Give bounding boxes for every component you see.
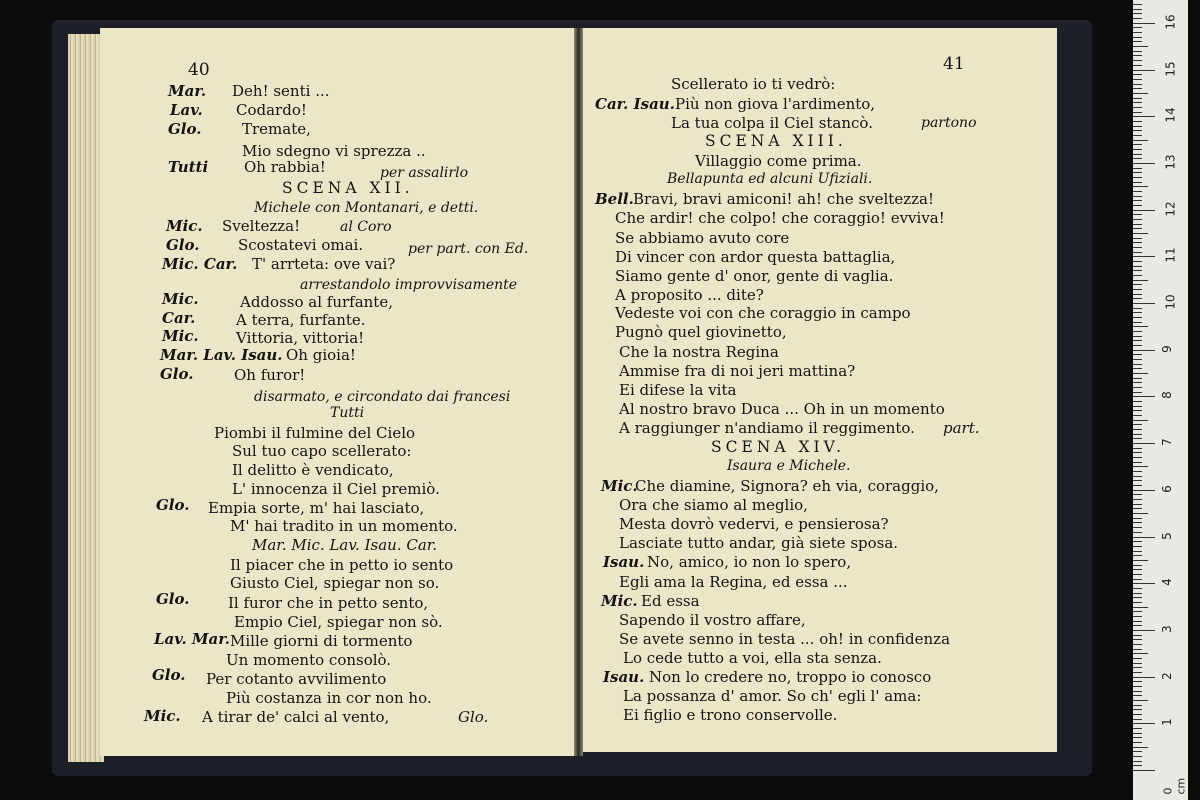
ruler-tick (1133, 396, 1155, 397)
ruler-tick (1133, 112, 1142, 113)
verse-line: Un momento consolò. (226, 651, 392, 669)
verse-line: No, amico, io non lo spero, (647, 553, 852, 571)
ruler-tick (1133, 233, 1148, 234)
ruler-tick (1133, 23, 1155, 24)
ruler-tick (1133, 317, 1142, 318)
ruler-tick (1133, 18, 1142, 19)
ruler-tick (1133, 494, 1142, 495)
ruler-tick (1133, 144, 1142, 145)
page-number: 40 (188, 60, 210, 80)
ruler-tick (1133, 607, 1148, 608)
verse-line: Sveltezza! (222, 217, 301, 235)
ruler-label: 4 (1159, 578, 1174, 587)
ruler-unit-label: 0 cm (1161, 777, 1188, 795)
ruler-tick (1133, 508, 1142, 509)
ruler-tick (1133, 415, 1142, 416)
speaker: Glo. (168, 120, 202, 138)
ruler-label: 15 (1163, 60, 1178, 77)
ruler-tick (1133, 499, 1142, 500)
ruler-label: 3 (1159, 625, 1174, 633)
stage-direction: per assalirlo (380, 165, 469, 181)
ruler-tick (1133, 345, 1142, 346)
ruler-tick (1133, 51, 1142, 52)
ruler-tick (1133, 560, 1148, 561)
ruler-tick (1133, 70, 1155, 71)
ruler-tick (1133, 723, 1155, 724)
ruler-tick (1133, 751, 1142, 752)
ruler-tick (1133, 247, 1142, 248)
ruler-tick (1133, 266, 1142, 267)
verse-line: L' innocenza il Ciel premiò. (232, 480, 440, 498)
ruler-tick (1133, 480, 1142, 481)
stage-direction: part. (943, 419, 980, 437)
speaker: Bell. (595, 190, 634, 208)
speaker: Isau. (603, 668, 645, 686)
verse-line: A tirar de' calci al vento, (202, 708, 390, 726)
right-page (583, 28, 1057, 752)
ruler-tick (1133, 737, 1142, 738)
page-number: 41 (943, 54, 965, 74)
ruler-tick (1133, 401, 1142, 402)
verse-line: Il delitto è vendicato, (232, 461, 394, 479)
ruler-tick (1133, 32, 1142, 33)
ruler-tick (1133, 191, 1142, 192)
ruler-tick (1133, 700, 1148, 701)
ruler-tick (1133, 308, 1142, 309)
page-edges (68, 34, 104, 762)
verse-line: Egli ama la Regina, ed essa ... (619, 573, 848, 591)
speaker: Mic. Car. (162, 255, 238, 273)
ruler-tick (1133, 121, 1142, 122)
ruler-tick (1133, 630, 1155, 631)
ruler-tick (1133, 88, 1142, 89)
ruler-tick (1133, 588, 1142, 589)
verse-line: Empio Ciel, spiegar non sò. (234, 613, 443, 631)
verse-line: Scostatevi omai. (238, 236, 364, 254)
ruler-label: 14 (1163, 107, 1178, 123)
verse-line: Il furor che in petto sento, (228, 594, 429, 612)
verse-line: Oh furor! (234, 366, 306, 384)
ruler-tick (1133, 107, 1142, 108)
ruler-tick (1133, 672, 1142, 673)
ruler-tick (1133, 336, 1142, 337)
ruler-tick (1133, 555, 1142, 556)
ruler-tick (1133, 135, 1142, 136)
ruler-tick (1133, 476, 1142, 477)
ruler-tick (1133, 4, 1142, 5)
verse-line: La possanza d' amor. So ch' egli l' ama: (623, 687, 922, 705)
verse-line: Bravi, bravi amiconi! ah! che sveltezza! (633, 190, 934, 208)
verse-line: Villaggio come prima. (695, 152, 862, 170)
scene-heading: SCENA XII. (282, 179, 414, 197)
verse-line: Più non giova l'ardimento, (675, 95, 876, 113)
ruler-tick (1133, 280, 1148, 281)
stage-direction: arrestandolo improvvisamente (300, 277, 518, 293)
ruler-tick (1133, 583, 1155, 584)
speaker: Mar. Lav. Isau. (160, 346, 283, 364)
ruler-tick (1133, 93, 1148, 94)
ruler-tick (1133, 326, 1148, 327)
verse-line: Codardo! (236, 101, 307, 119)
speaker: Mic. (162, 290, 199, 308)
verse-line: Scellerato io ti vedrò: (671, 75, 836, 93)
ruler-tick (1133, 569, 1142, 570)
speaker: Car. (162, 309, 196, 327)
ruler-tick (1133, 116, 1155, 117)
ruler-tick (1133, 140, 1148, 141)
verse-line: Empia sorte, m' hai lasciato, (208, 499, 425, 517)
ruler-tick (1133, 420, 1148, 421)
ruler-tick (1133, 438, 1142, 439)
ruler-tick (1133, 154, 1142, 155)
ruler-tick (1133, 224, 1142, 225)
speaker: Car. Isau. (595, 95, 675, 113)
speaker: Lav. (170, 101, 203, 119)
speaker: Lav. Mar. (154, 630, 230, 648)
verse-line: Per cotanto avvilimento (206, 670, 387, 688)
ruler-label: 13 (1163, 154, 1178, 170)
verse-line: Più costanza in cor non ho. (226, 689, 432, 707)
ruler-tick (1133, 275, 1142, 276)
ruler-tick (1133, 60, 1142, 61)
ruler-tick (1133, 574, 1142, 575)
ruler-tick (1133, 466, 1148, 467)
ruler-label: 7 (1159, 438, 1174, 446)
verse-line: Al nostro bravo Duca ... Oh in un momento (619, 400, 945, 418)
verse-line: Non lo credere no, troppo io conosco (649, 668, 932, 686)
left-page (100, 28, 574, 756)
ruler-tick (1133, 98, 1142, 99)
ruler-tick (1133, 84, 1142, 85)
ruler-tick (1133, 658, 1142, 659)
ruler-tick (1133, 728, 1142, 729)
stage-direction: al Coro (340, 219, 392, 235)
ruler-tick (1133, 284, 1142, 285)
ruler-tick (1133, 364, 1142, 365)
ruler-tick (1133, 747, 1148, 748)
stage-direction: Michele con Montanari, e detti. (254, 200, 479, 216)
ruler-tick (1133, 518, 1142, 519)
ruler-tick (1133, 686, 1142, 687)
ruler-label: 9 (1159, 344, 1174, 353)
ruler-tick (1133, 392, 1142, 393)
ruler-tick (1133, 182, 1142, 183)
ruler-tick (1133, 635, 1142, 636)
ruler-tick (1133, 303, 1155, 304)
ruler-tick (1133, 546, 1142, 547)
ruler-tick (1133, 74, 1142, 75)
verse-line: Che diamine, Signora? eh via, coraggio, (635, 477, 939, 495)
ruler-tick (1133, 368, 1142, 369)
ruler-tick (1133, 616, 1142, 617)
ruler-tick (1133, 663, 1142, 664)
ruler-tick (1133, 621, 1142, 622)
ruler-tick (1133, 186, 1148, 187)
ruler-tick (1133, 597, 1142, 598)
verse-line: Giusto Ciel, spiegar non so. (230, 574, 440, 592)
verse-line: Ei figlio e trono conservolle. (623, 706, 838, 724)
ruler-tick (1133, 37, 1142, 38)
ruler-tick (1133, 205, 1142, 206)
ruler-tick (1133, 214, 1142, 215)
ruler-tick (1133, 79, 1142, 80)
speaker: Mar. (168, 82, 207, 100)
verse-line: Ed essa (641, 592, 700, 610)
verse-line: Lasciate tutto andar, già siete sposa. (619, 534, 899, 552)
ruler-tick (1133, 387, 1142, 388)
ruler-tick (1133, 130, 1142, 131)
ruler-tick (1133, 424, 1142, 425)
speaker: Glo. (160, 365, 194, 383)
ruler-tick (1133, 322, 1142, 323)
verse-line: Pugnò quel giovinetto, (615, 323, 787, 341)
ruler-tick (1133, 537, 1155, 538)
ruler-tick (1133, 238, 1142, 239)
ruler-tick (1133, 742, 1142, 743)
ruler-tick (1133, 252, 1142, 253)
ruler-tick (1133, 695, 1142, 696)
ruler-tick (1133, 429, 1142, 430)
ruler-tick (1133, 765, 1142, 766)
stage-direction: disarmato, e circondato dai francesi (254, 389, 511, 405)
ruler-tick (1133, 172, 1142, 173)
speaker: Glo. (156, 496, 190, 514)
catchword: Glo. (458, 708, 489, 726)
ruler-tick (1133, 46, 1148, 47)
ruler-tick (1133, 298, 1142, 299)
verse-line: Che la nostra Regina (619, 343, 779, 361)
ruler-label: 6 (1159, 484, 1174, 493)
verse-line: Il piacer che in petto io sento (230, 556, 454, 574)
ruler-tick (1133, 219, 1142, 220)
ruler-tick (1133, 532, 1142, 533)
ruler-tick (1133, 602, 1142, 603)
ruler-tick (1133, 485, 1142, 486)
verse-line: Piombi il fulmine del Cielo (214, 424, 416, 442)
measurement-ruler (1133, 0, 1188, 800)
verse-line: Addosso al furfante, (240, 293, 393, 311)
verse-line: A terra, furfante. (236, 311, 366, 329)
stage-direction: per part. con Ed. (408, 241, 529, 257)
verse-line: Deh! senti ... (232, 82, 330, 100)
ruler-label: 2 (1159, 671, 1174, 680)
ruler-tick (1133, 541, 1142, 542)
scene-heading: SCENA XIII. (705, 132, 847, 150)
ruler-tick (1133, 242, 1142, 243)
verse-line: Oh rabbia! (244, 158, 326, 176)
stage-direction: Tutti (330, 405, 365, 421)
ruler-tick (1133, 593, 1142, 594)
verse-line: Vedeste voi con che coraggio in campo (615, 304, 911, 322)
ruler-tick (1133, 565, 1142, 566)
ruler-tick (1133, 756, 1142, 757)
ruler-tick (1133, 770, 1155, 771)
ruler-tick (1133, 196, 1142, 197)
verse-line: A raggiunger n'andiamo il reggimento. (619, 419, 915, 437)
verse-line: Ei difese la vita (619, 381, 737, 399)
speaker: Mic. (601, 477, 638, 495)
ruler-tick (1133, 504, 1142, 505)
ruler-tick (1133, 354, 1142, 355)
ruler-tick (1133, 709, 1142, 710)
ruler-tick (1133, 513, 1148, 514)
ruler-tick (1133, 611, 1142, 612)
ruler-label: 16 (1163, 14, 1178, 30)
ruler-tick (1133, 667, 1142, 668)
verse-line: Mille giorni di tormento (230, 632, 413, 650)
ruler-tick (1133, 261, 1142, 262)
verse-line: Ammise fra di noi jeri mattina? (619, 362, 856, 380)
book-gutter (574, 28, 583, 756)
ruler-tick (1133, 448, 1142, 449)
ruler-tick (1133, 13, 1142, 14)
ruler-tick (1133, 579, 1142, 580)
ruler-tick (1133, 228, 1142, 229)
speaker: Glo. (152, 666, 186, 684)
speaker: Mic. (144, 707, 181, 725)
verse-line: Mesta dovrò vedervi, e pensierosa? (619, 515, 889, 533)
ruler-tick (1133, 761, 1142, 762)
ruler-tick (1133, 177, 1142, 178)
ruler-tick (1133, 382, 1142, 383)
verse-line: Lo cede tutto a voi, ella sta senza. (623, 649, 882, 667)
verse-line: Vittoria, vittoria! (236, 329, 365, 347)
ruler-tick (1133, 294, 1142, 295)
ruler-tick (1133, 406, 1142, 407)
stage-direction: partono (921, 115, 977, 131)
ruler-label: 5 (1159, 531, 1174, 540)
ruler-tick (1133, 55, 1142, 56)
ruler-tick (1133, 527, 1142, 528)
verse-line: Se avete senno in testa ... oh! in confidenza (619, 630, 951, 648)
verse-line: Sapendo il vostro affare, (619, 611, 806, 629)
ruler-tick (1133, 350, 1155, 351)
ruler-tick (1133, 163, 1155, 164)
ruler-tick (1133, 149, 1142, 150)
speaker: Isau. (603, 553, 645, 571)
verse-line: Siamo gente d' onor, gente di vaglia. (615, 267, 894, 285)
ruler-tick (1133, 719, 1142, 720)
ruler-tick (1133, 158, 1142, 159)
ruler-tick (1133, 452, 1142, 453)
ruler-label: 1 (1159, 718, 1174, 727)
ruler-tick (1133, 522, 1142, 523)
ruler-tick (1133, 462, 1142, 463)
ruler-tick (1133, 681, 1142, 682)
ruler-tick (1133, 639, 1142, 640)
ruler-tick (1133, 471, 1142, 472)
speaker: Tutti (168, 158, 209, 176)
verse-line: La tua colpa il Ciel stancò. (671, 114, 873, 132)
ruler-tick (1133, 359, 1142, 360)
verse-line: Sul tuo capo scellerato: (232, 442, 412, 460)
ruler-tick (1133, 653, 1148, 654)
verse-line: Mio sdegno vi sprezza .. (242, 142, 426, 160)
ruler-tick (1133, 649, 1142, 650)
ruler-tick (1133, 373, 1148, 374)
ruler-tick (1133, 210, 1155, 211)
ruler-tick (1133, 378, 1142, 379)
ruler-tick (1133, 644, 1142, 645)
ruler-tick (1133, 551, 1142, 552)
ruler-tick (1133, 312, 1142, 313)
ruler-tick (1133, 27, 1142, 28)
ruler-tick (1133, 733, 1142, 734)
ruler-tick (1133, 625, 1142, 626)
verse-line: Tremate, (242, 120, 311, 138)
ruler-tick (1133, 714, 1142, 715)
ruler-label: 10 (1163, 294, 1178, 310)
scene-heading: SCENA XIV. (711, 438, 846, 456)
speaker: Glo. (156, 590, 190, 608)
ruler-tick (1133, 490, 1155, 491)
ruler-tick (1133, 200, 1142, 201)
ruler-tick (1133, 340, 1142, 341)
ruler-tick (1133, 126, 1142, 127)
ruler-tick (1133, 677, 1155, 678)
ruler-label: 8 (1159, 391, 1174, 400)
ruler-tick (1133, 270, 1142, 271)
verse-line: Che ardir! che colpo! che coraggio! evviva! (615, 209, 945, 227)
ruler-tick (1133, 256, 1155, 257)
verse-line: Mar. Mic. Lav. Isau. Car. (252, 536, 438, 554)
ruler-label: 12 (1163, 200, 1178, 217)
verse-line: Ora che siamo al meglio, (619, 496, 808, 514)
ruler-tick (1133, 289, 1142, 290)
ruler-tick (1133, 443, 1155, 444)
ruler-tick (1133, 410, 1142, 411)
ruler-tick (1133, 41, 1142, 42)
verse-line: Se abbiamo avuto core (615, 229, 790, 247)
ruler-tick (1133, 102, 1142, 103)
ruler-tick (1133, 65, 1142, 66)
ruler-tick (1133, 9, 1142, 10)
ruler-tick (1133, 168, 1142, 169)
stage-direction: Isaura e Michele. (727, 458, 851, 474)
ruler-tick (1133, 705, 1142, 706)
stage-direction: Bellapunta ed alcuni Ufiziali. (667, 171, 873, 187)
ruler-label: 11 (1163, 247, 1178, 263)
ruler-tick (1133, 457, 1142, 458)
verse-line: M' hai tradito in un momento. (230, 517, 458, 535)
ruler-tick (1133, 434, 1142, 435)
speaker: Mic. (166, 217, 203, 235)
verse-line: A proposito ... dite? (615, 286, 764, 304)
ruler-tick (1133, 691, 1142, 692)
speaker: Mic. (162, 327, 199, 345)
ruler-tick (1133, 331, 1142, 332)
verse-line: Oh gioia! (286, 346, 356, 364)
speaker: Mic. (601, 592, 638, 610)
verse-line: T' arrteta: ove vai? (252, 255, 396, 273)
verse-line: Di vincer con ardor questa battaglia, (615, 248, 896, 266)
speaker: Glo. (166, 236, 200, 254)
